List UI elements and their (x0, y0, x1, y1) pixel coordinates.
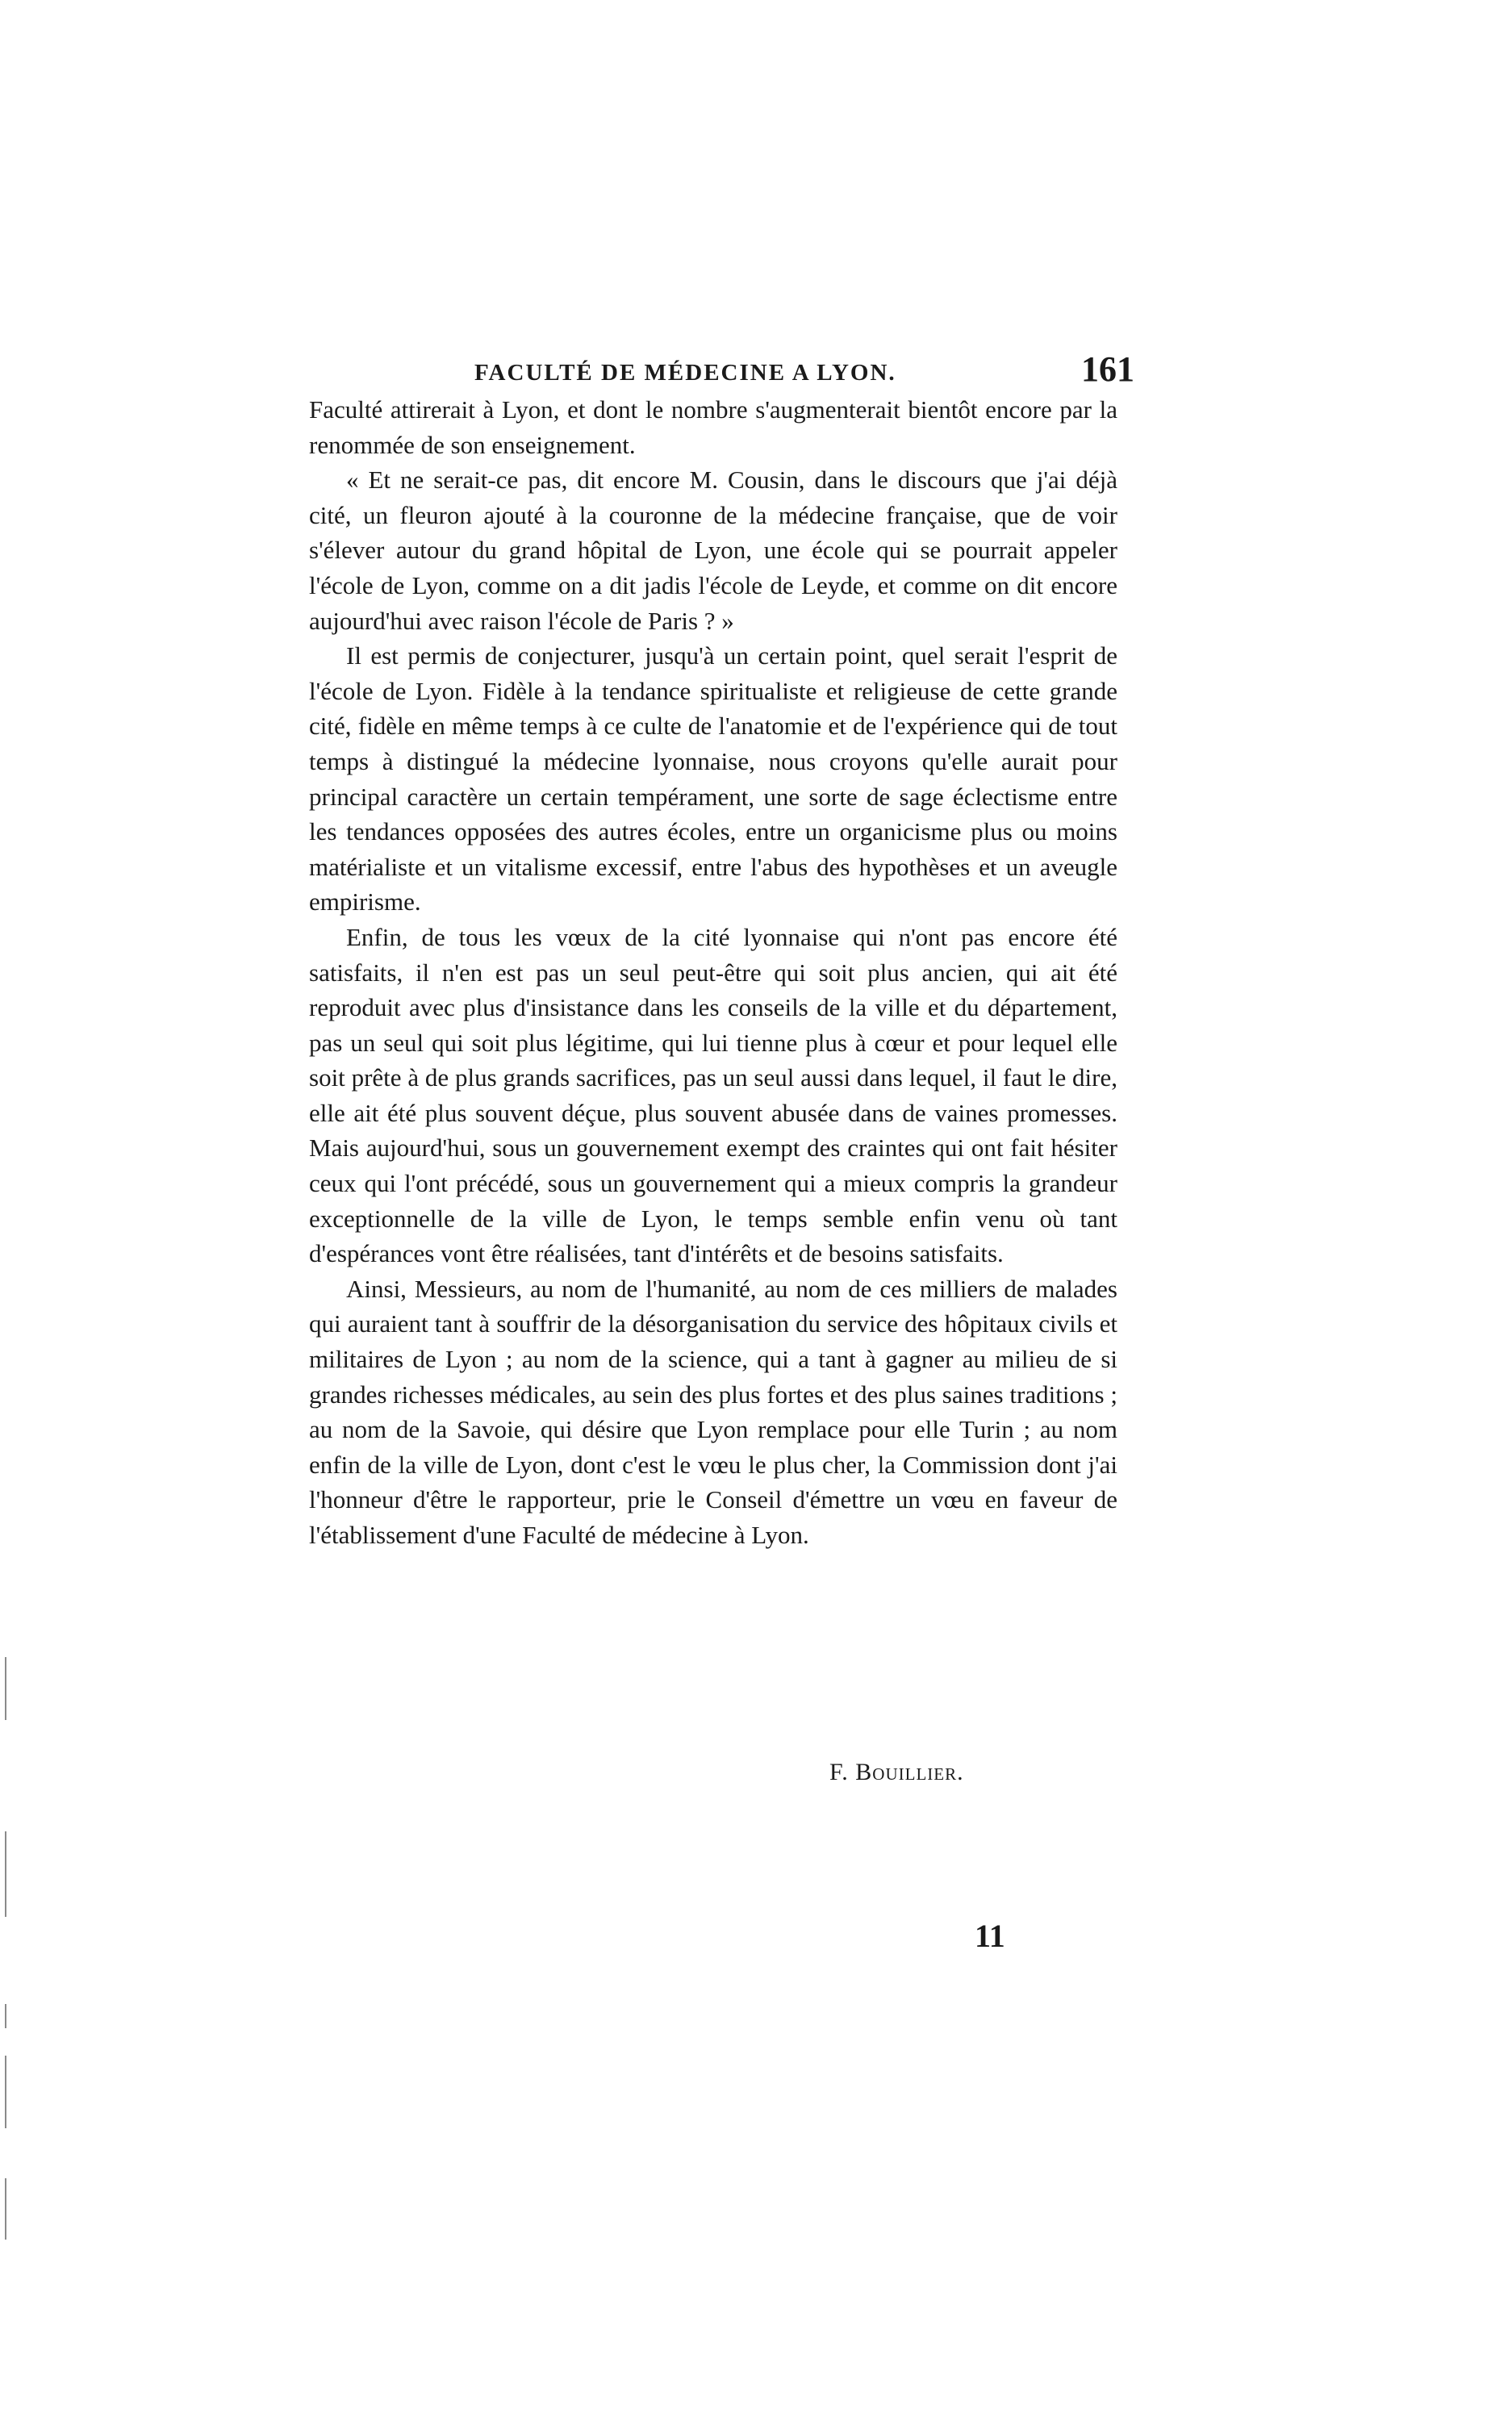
paragraph-esprit-ecole: Il est permis de conjecturer, jusqu'à un certain point, quel serait l'esprit de l'école de Lyon. Fidèle à la tendance spiritualiste et religieuse de cette grande cité, fidèle en même temps à ce culte de l'anatomie et de l'expérience qui de tout temps à distingué la médecine lyonnaise, nous croyons qu'elle aurait pour principal caractère un certain tempérament, une sorte de sage éclectisme entre les tendances opposées des autres écoles, entre un organicisme plus ou moins matérialiste et un vitalisme excessif, entre l'abus des hypothèses et un aveugle empirisme. (309, 641, 1117, 916)
signature (829, 1759, 964, 1786)
scan-mark (5, 2056, 6, 2128)
scan-mark (5, 2178, 6, 2240)
sheet-number: 11 (975, 1918, 1005, 1954)
page-number: 161 (1081, 349, 1134, 389)
signature-name: Bouillier. (855, 1759, 964, 1785)
scan-mark (5, 1831, 6, 1917)
paragraph-continuation: Faculté attirerait à Lyon, et dont le nombre s'augmenterait bientôt encore par la renommée de son enseignement. (309, 395, 1117, 459)
paragraph-voeux-cite: Enfin, de tous les vœux de la cité lyonnaise qui n'ont pas encore été satisfaits, il n'en est pas un seul peut-être qui soit plus ancien, qui ait été reproduit avec plus d'insistance dans les conseils de la ville et du département, pas un seul qui soit plus légitime, qui lui tienne plus à cœur et pour lequel elle soit prête à de plus grands sacrifices, pas un seul aussi dans lequel, il faut le dire, elle ait été plus souvent déçue, plus souvent abusée dans de vaines promesses. Mais aujourd'hui, sous un gouvernement exempt des craintes qui ont fait hésiter ceux qui l'ont précédé, sous un gouvernement qui a mieux compris la grandeur exceptionnelle de la ville de Lyon, le temps semble enfin venu où tant d'espérances vont être réalisées, tant d'intérêts et de besoins satisfaits. (309, 922, 1117, 1268)
signature-initial: F. (829, 1759, 849, 1785)
scan-mark (5, 2004, 6, 2028)
running-header (474, 349, 1134, 397)
scan-mark (5, 1657, 6, 1720)
paragraph-conclusion: Ainsi, Messieurs, au nom de l'humanité, au nom de ces milliers de malades qui auraient tant à souffrir de la désorganisation du service des hôpitaux civils et militaires de Lyon ; au nom de la science, qui a tant à gagner au milieu de si grandes richesses médicales, au sein des plus fortes et des plus saines traditions ; au nom de la Savoie, qui désire que Lyon remplace pour elle Turin ; au nom enfin de la ville de Lyon, dont c'est le vœu le plus cher, la Commission dont j'ai l'honneur d'être le rapporteur, prie le Conseil d'émettre un vœu en faveur de l'établissement d'une Faculté de médecine à Lyon. (309, 1274, 1117, 1549)
body-text (309, 392, 1117, 1553)
paragraph-cousin-quote: « Et ne serait-ce pas, dit encore M. Cousin, dans le discours que j'ai déjà cité, un fleuron ajouté à la couronne de la médecine française, que de voir s'élever autour du grand hôpital de Lyon, une école qui se pourrait appeler l'école de Lyon, comme on a dit jadis l'école de Leyde, et comme on dit encore aujourd'hui avec raison l'école de Paris ? » (309, 466, 1117, 635)
running-title: FACULTÉ DE MÉDECINE A LYON. (474, 360, 896, 386)
